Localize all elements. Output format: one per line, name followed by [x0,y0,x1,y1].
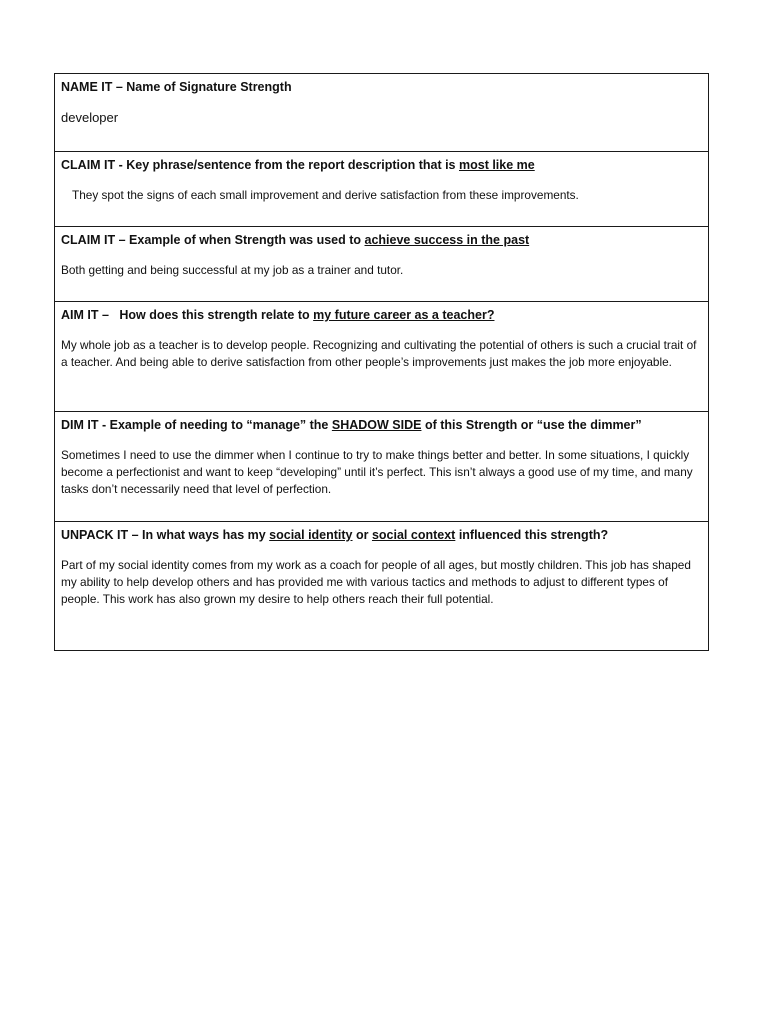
section-response: My whole job as a teacher is to develop people. Recognizing and cultivating the potential of others is such a crucial trait of a teacher. And being able to derive satisfaction from other people’s improvements just makes the job more enjoyable. [61,338,697,369]
section-dim-it [55,412,708,522]
strength-worksheet [54,73,709,651]
section-response: Both getting and being successful at my job as a trainer and tutor. [61,263,404,277]
section-heading: CLAIM IT - Key phrase/sentence from the report description that is most like me [61,158,535,172]
section-response: They spot the signs of each small improvement and derive satisfaction from these improvements. [72,188,579,202]
section-claim-it-phrase [55,152,708,227]
section-heading: DIM IT - Example of needing to “manage” the SHADOW SIDE of this Strength or “use the dimmer” [61,418,642,432]
section-heading: AIM IT – How does this strength relate to my future career as a teacher? [61,308,495,322]
section-response: developer [61,110,119,125]
section-unpack-it [55,522,708,650]
section-response: Part of my social identity comes from my work as a coach for people of all ages, but mostly children. This job has shaped my ability to help develop others and has provided me with various tactics and methods to adjust to different types of people. This work has also grown my desire to help others reach their full potential. [61,558,691,606]
section-heading: CLAIM IT – Example of when Strength was used to achieve success in the past [61,233,530,247]
section-claim-it-example [55,227,708,302]
section-heading: NAME IT – Name of Signature Strength [61,80,292,94]
section-response: Sometimes I need to use the dimmer when I continue to try to make things better and better. In some situations, I quickly become a perfectionist and want to keep “developing” until it’s perfect. This isn’t always a good use of my time, and many tasks don’t necessarily need that level of perfection. [61,448,693,496]
section-name-it [55,74,708,152]
section-heading: UNPACK IT – In what ways has my social identity or social context influenced this strength? [61,528,609,542]
section-aim-it [55,302,708,412]
